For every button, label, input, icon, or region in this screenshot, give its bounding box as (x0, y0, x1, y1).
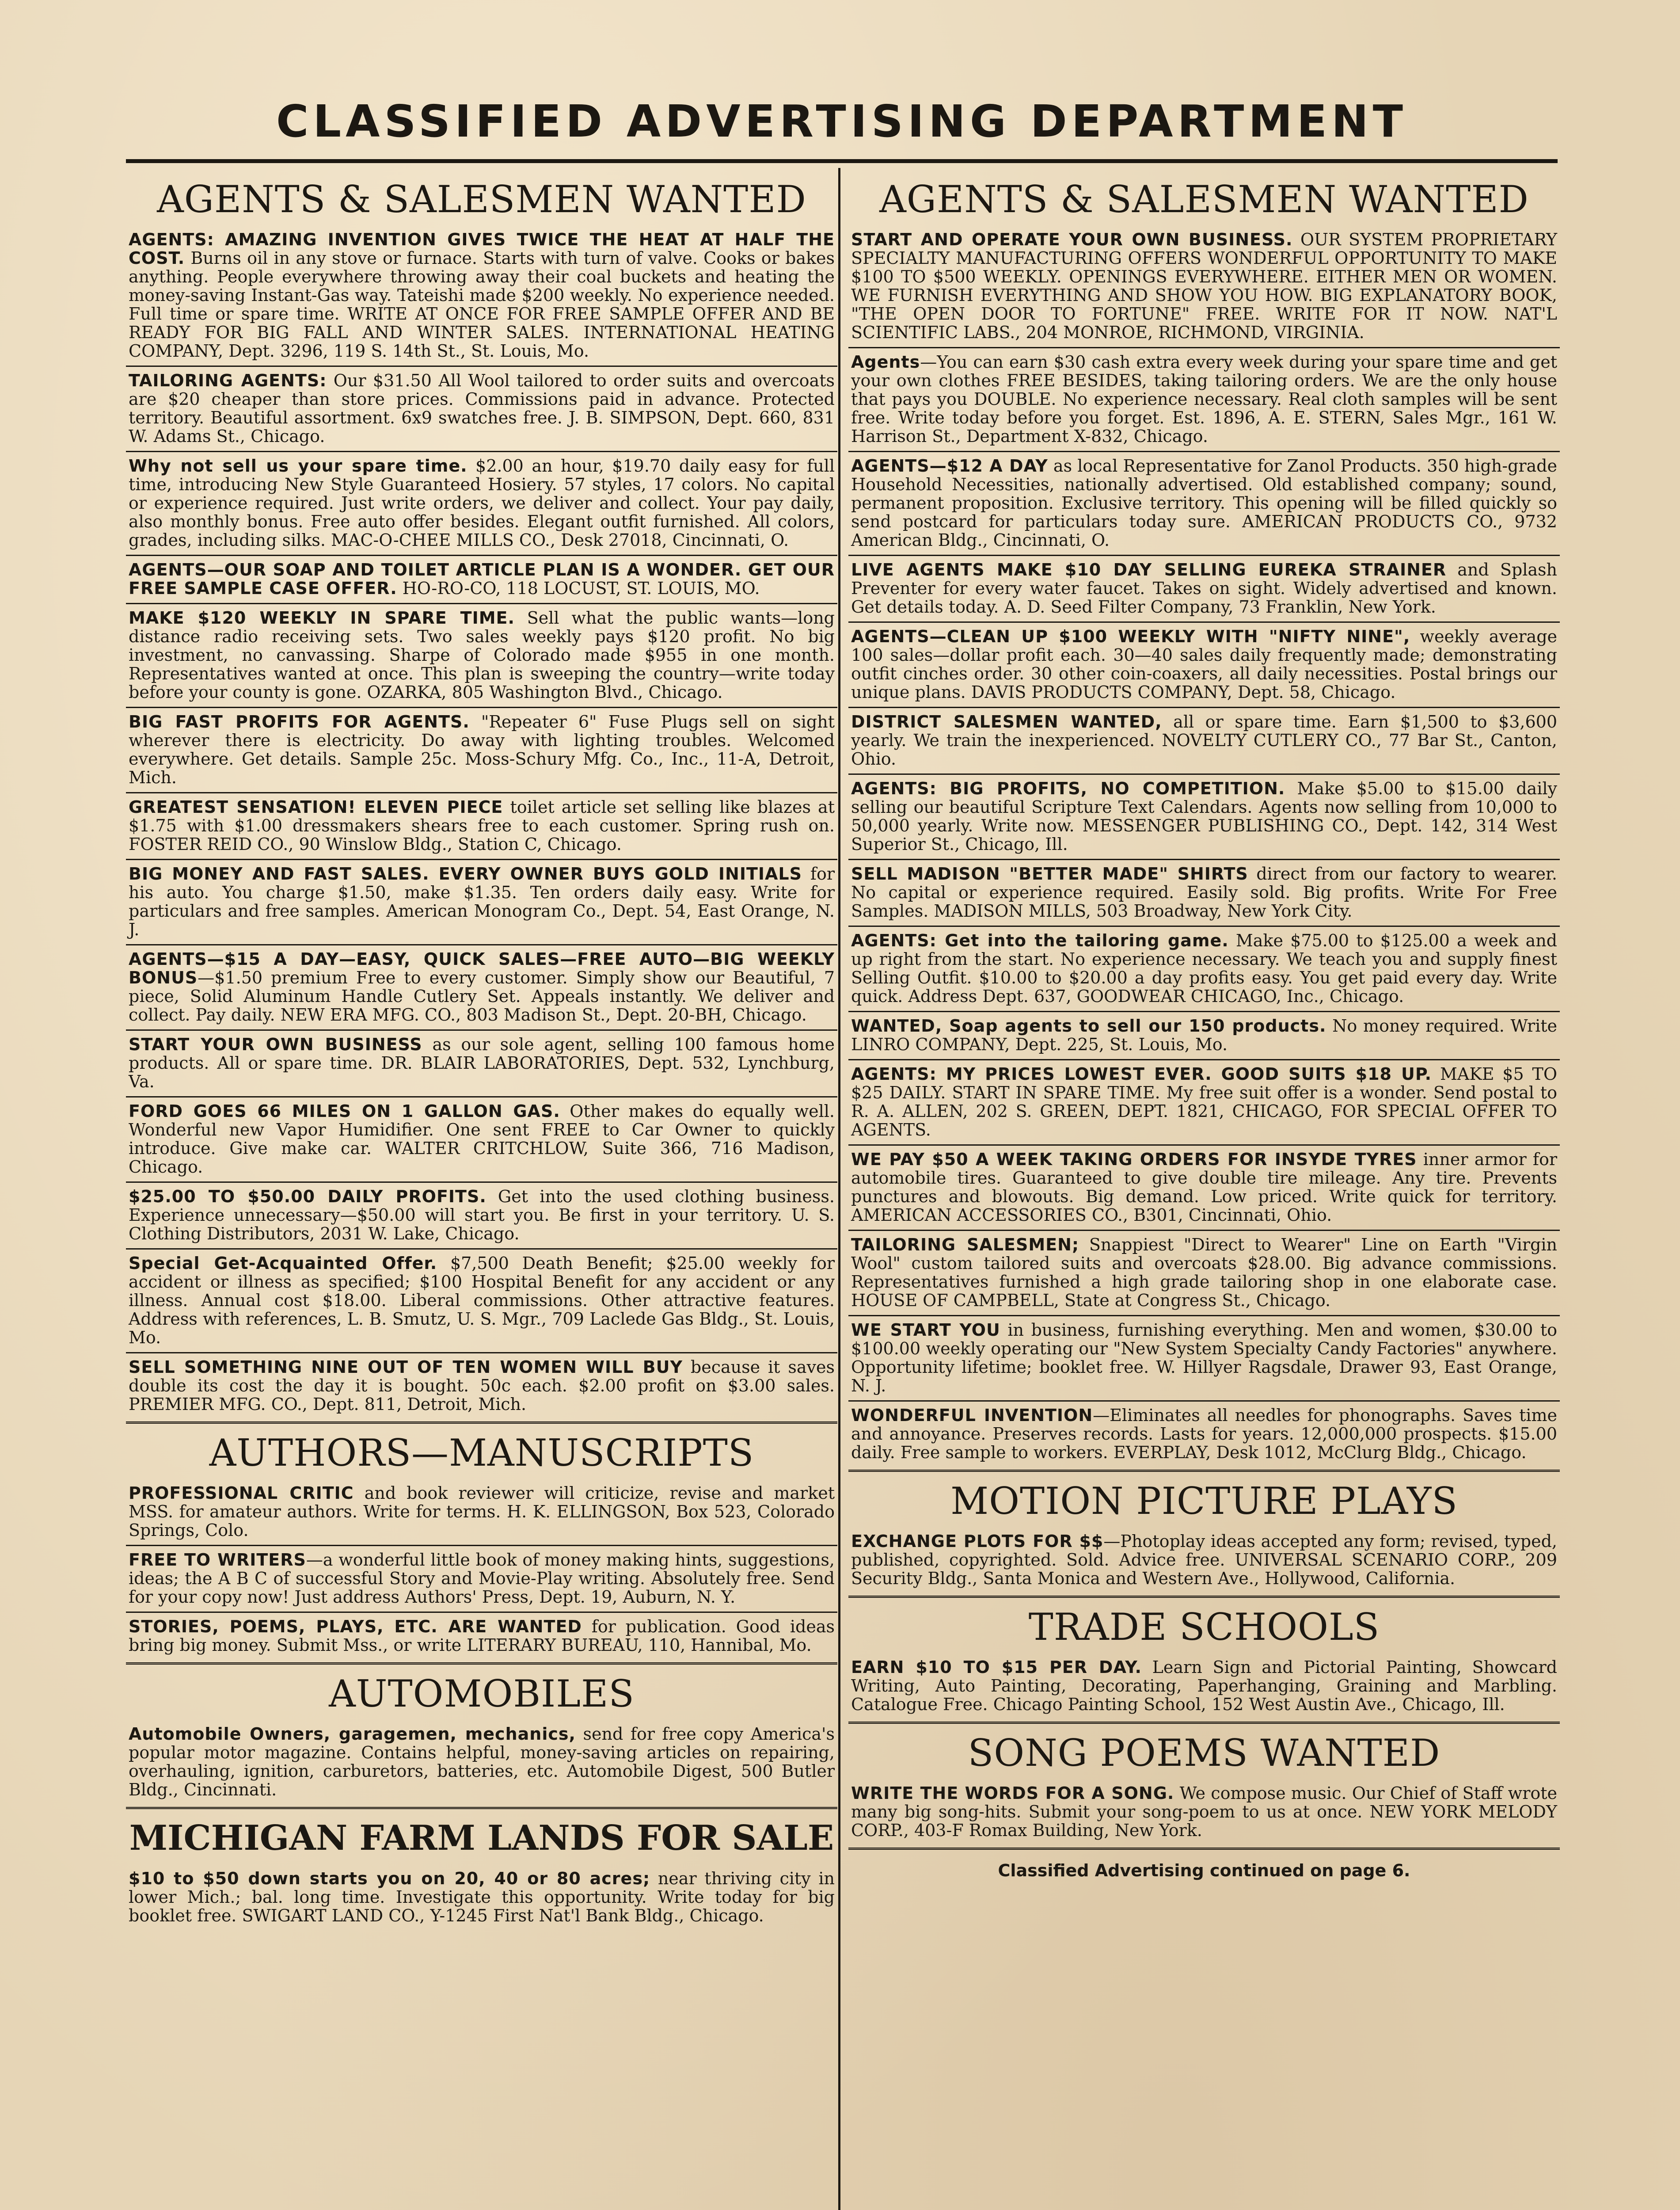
ad-lead: STORIES, POEMS, PLAYS, ETC. ARE WANTED (129, 1617, 582, 1636)
ad-lead: DISTRICT SALESMEN WANTED, (851, 712, 1162, 732)
classified-ad (848, 452, 1560, 556)
ad-lead: Why not sell us your spare time. (129, 456, 468, 476)
ad-lead: SELL MADISON "BETTER MADE" SHIRTS (851, 864, 1248, 884)
ad-body: toilet article set selling like blazes at $1.75 with $1.00 dressmakers shears free to each customer. Spring rush on. FOSTER REID CO., 90 Winslow Bldg., Station C, Chicago. (129, 797, 835, 854)
ad-lead: LIVE AGENTS MAKE $10 DAY SELLING EUREKA STRAINER (851, 560, 1447, 579)
ad-body: because it saves double its cost the day it is bought. 50c each. $2.00 profit on $3.00 sales. PREMIER MFG. CO., Dept. 811, Detroit, Mich. (129, 1357, 835, 1414)
section-heading-agents: AGENTS & SALESMEN WANTED (157, 178, 806, 221)
ad-body: direct from our factory to wearer. No capital or experience required. Easily sold. Big profits. Write For Free Samples. MADISON MILLS, 503 Broadway, New York City. (851, 864, 1558, 921)
ad-body: Make $5.00 to $15.00 daily selling our beautiful Scripture Text Calendars. Agents now selling from 10,000 to 50,000 yearly. Write now. MESSENGER PUBLISHING CO., Dept. 142, 314 West Superior St., Chicago, Ill. (851, 779, 1557, 854)
section-heading-agents: AGENTS & SALESMEN WANTED (879, 178, 1529, 221)
section-rule (126, 1421, 837, 1424)
ad-body: Get into the used clothing business. Experience unnecessary—$50.00 will start you. Be first in your territory. U. S. Clothing Distributors, 2031 W. Lake, Chicago. (129, 1187, 835, 1243)
ad-lead: WRITE THE WORDS FOR A SONG. (851, 1783, 1174, 1803)
classified-ad (848, 1779, 1560, 1845)
ad-body: weekly average 100 sales—dollar profit each. 30—40 sales daily frequently made; demonstrating outfit cinches order. 30 other coin-coaxers, all daily necessities. Postal brings our unique plans. DAVIS PRODUCTS COMPANY, Dept. 58, Chicago. (851, 627, 1558, 702)
ad-body: all or spare time. Earn $1,500 to $3,600 yearly. We train the inexperienced. NOVELTY CUTLERY CO., 77 Bar St., Canton, Ohio. (851, 712, 1558, 769)
classified-ad (126, 452, 837, 556)
ad-body: —Eliminates all needles for phonographs. Saves time and annoyance. Preserves records. Lasts for years. 12,000,000 prospects. $15.00 daily. Free sample to workers. EVERPLAY, Desk 1012, McClurg Bldg., Chicago. (851, 1406, 1557, 1462)
classified-ad (848, 708, 1560, 775)
ad-body: —a wonderful little book of money making hints, suggestions, ideas; the A B C of successful Story and Movie-Play writing. Absolutely free. Send for your copy now! Just address Authors' Press, Dept. 19, Auburn, N. Y. (129, 1550, 835, 1607)
classified-ad (848, 348, 1560, 452)
classified-ad (848, 556, 1560, 623)
section-heading-motion-picture: MOTION PICTURE PLAYS (950, 1479, 1458, 1523)
ad-body: Snappiest "Direct to Wearer" Line on Earth "Virgin Wool" custom tailored suits and overcoats $28.00. Big advance commissions. Representatives furnished a high grade tailoring shop in one elaborate case. HOUSE OF CAMPBELL, State at Congress St., Chicago. (851, 1235, 1557, 1310)
ad-lead: START YOUR OWN BUSINESS (129, 1035, 422, 1054)
ad-body: $7,500 Death Benefit; $25.00 weekly for accident or illness as specified; $100 Hospital Benefit for any accident or any illness. Annual cost $18.00. Liberal commissions. Other attractive features. Address with references, L. B. Smutz, U. S. Mgr., 709 Laclede Gas Bldg., St. Louis, Mo. (129, 1254, 835, 1347)
classified-ad (126, 1720, 837, 1804)
classified-ad (126, 1613, 837, 1660)
page-title: CLASSIFIED ADVERTISING DEPARTMENT (276, 95, 1408, 147)
classified-ad (848, 927, 1560, 1012)
ad-lead: Agents (851, 352, 920, 372)
section-heading-automobiles: AUTOMOBILES (329, 1672, 635, 1715)
classified-ad (848, 623, 1560, 708)
ad-lead: AGENTS: BIG PROFITS, NO COMPETITION. (851, 779, 1285, 798)
ad-lead: BIG FAST PROFITS FOR AGENTS. (129, 712, 470, 732)
ad-lead: START AND OPERATE YOUR OWN BUSINESS. (851, 230, 1293, 249)
ad-body: —You can earn $30 cash extra every week during your spare time and get your own clothes FREE BESIDES, taking tailoring orders. We are the only house that pays you DOUBLE. No experience necessary. Real cloth samples will be sent free. Write today before you forget. Est. 1896, A. E. STERN, Sales Mgr., 161 W. Harrison St., Department X-832, Chicago. (851, 352, 1557, 446)
classified-ad (126, 1097, 837, 1183)
ad-body: Our $31.50 All Wool tailored to order suits and overcoats are $20 cheaper than store prices. Commissions paid in advance. Protected territory. Beautiful assortment. 6x9 swatches free. J. B. SIMPSON, Dept. 660, 831 W. Adams St., Chicago. (129, 371, 835, 446)
classified-ad (126, 708, 837, 793)
ad-lead: BIG MONEY AND FAST SALES. EVERY OWNER BUYS GOLD INITIALS (129, 864, 802, 884)
ad-lead: SELL SOMETHING NINE OUT OF TEN WOMEN WILL BUY (129, 1357, 683, 1377)
ad-lead: AGENTS: MY PRICES LOWEST EVER. GOOD SUITS $18 UP. (851, 1064, 1432, 1084)
classified-ad (126, 1865, 837, 1930)
section-heading-michigan: MICHIGAN FARM LANDS FOR SALE (129, 1818, 834, 1858)
ad-body: and Splash Preventer for every water faucet. Takes on sight. Widely advertised and known. Get details today. A. D. Seed Filter Company, 73 Franklin, New York. (851, 560, 1557, 617)
classified-ad (126, 226, 837, 367)
section-rule (848, 1722, 1560, 1724)
ad-lead: $25.00 TO $50.00 DAILY PROFITS. (129, 1187, 487, 1206)
right-column (848, 175, 1560, 2210)
classified-ad (848, 1146, 1560, 1231)
section-heading-trade-schools: TRADE SCHOOLS (1028, 1605, 1380, 1649)
ad-lead: AGENTS—$12 A DAY (851, 456, 1048, 476)
ad-body: OUR SYSTEM PROPRIETARY SPECIALTY MANUFACTURING OFFERS WONDERFUL OPPORTUNITY TO MAKE $100 TO $500 WEEKLY. OPENINGS EVERYWHERE. EITHER MEN OR WOMEN. WE FURNISH EVERYTHING AND SHOW YOU HOW. BIG EXPLANATORY BOOK, "THE OPEN DOOR TO FORTUNE" FREE. WRITE FOR IT NOW. NAT'L SCIENTIFIC LABS., 204 MONROE, RICHMOND, VIRGINIA. (851, 230, 1557, 342)
ad-body: Sell what the public wants—long distance radio receiving sets. Two sales weekly pays $120 profit. No big investment, no canvassing. Sharpe of Colorado made $955 in one month. Representatives wanted at once. This plan is sweeping the country—write today before your county is gone. OZARKA, 805 Washington Blvd., Chicago. (129, 608, 835, 702)
ad-body: HO-RO-CO, 118 LOCUST, ST. LOUIS, MO. (397, 579, 760, 598)
ad-body: near thriving city in lower Mich.; bal. long time. Investigate this opportunity. Write today for big booklet free. SWIGART LAND CO., Y-1245 First Nat'l Bank Bldg., Chicago. (129, 1869, 835, 1925)
classified-ad (848, 1316, 1560, 1402)
classified-ad (848, 860, 1560, 927)
ad-lead: FORD GOES 66 MILES ON 1 GALLON GAS. (129, 1101, 560, 1121)
classified-ad (126, 1353, 837, 1419)
top-rule (126, 159, 1558, 163)
classified-ad (126, 1183, 837, 1250)
ad-lead: AGENTS—OUR SOAP AND TOILET ARTICLE PLAN IS A WONDER. GET OUR FREE SAMPLE CASE OFFER. (129, 560, 835, 598)
section-rule (848, 1470, 1560, 1472)
classified-ad (848, 1012, 1560, 1060)
ad-lead: WE PAY $50 A WEEK TAKING ORDERS FOR INSYDE TYRES (851, 1150, 1417, 1169)
ad-body: inner armor for automobile tires. Guaranteed to give double tire mileage. Any tire. Prevents punctures and blowouts. Big demand. Low priced. Write quick for territory. AMERICAN ACCESSORIES CO., B301, Cincinnati, Ohio. (851, 1150, 1557, 1225)
ad-body: as our sole agent, selling 100 famous home products. All or spare time. DR. BLAIR LABORATORIES, Dept. 532, Lynchburg, Va. (129, 1035, 835, 1091)
ad-lead: TAILORING AGENTS: (129, 371, 327, 390)
classified-ad (126, 367, 837, 452)
ad-body: send for free copy America's popular motor magazine. Contains helpful, money-saving articles on repairing, overhauling, ignition, carburetors, batteries, etc. Automobile Digest, 500 Butler Bldg., Cincinnati. (129, 1724, 835, 1799)
ad-lead: AGENTS: Get into the tailoring game. (851, 931, 1229, 950)
column-divider (838, 168, 840, 2210)
ad-body: —$1.50 premium Free to every customer. Simply show our Beautiful, 7 piece, Solid Aluminum Handle Cutlery Set. Appeals instantly. We deliver and collect. Pay daily. NEW ERA MFG. CO., 803 Madison St., Dept. 20-BH, Chicago. (129, 968, 835, 1025)
ad-body: No money required. Write LINRO COMPANY, Dept. 225, St. Louis, Mo. (851, 1016, 1557, 1054)
ad-lead: FREE TO WRITERS (129, 1550, 306, 1570)
ad-body: "Repeater 6" Fuse Plugs sell on sight wherever there is electricity. Do away with lighting troubles. Welcomed everywhere. Get details. Sample 25c. Moss-Schury Mfg. Co., Inc., 11-A, Detroit, Mich. (129, 712, 835, 787)
ad-body: Learn Sign and Pictorial Painting, Showcard Writing, Auto Painting, Decorating, Paperhanging, Graining and Marbling. Catalogue Free. Chicago Painting School, 152 West Austin Ave., Chicago, Ill. (851, 1658, 1557, 1714)
classified-ad (126, 945, 837, 1031)
ad-lead: Special Get-Acquainted Offer. (129, 1254, 437, 1273)
ad-lead: Automobile Owners, garagemen, mechanics, (129, 1724, 576, 1744)
ad-body: as local Representative for Zanol Products. 350 high-grade Household Necessities, nationally advertised. Old established company; sound, permanent proposition. Exclusive territory. This opening will be filled quickly so send postcard for particulars today sure. AMERICAN PRODUCTS CO., 9732 American Bldg., Cincinnati, O. (851, 456, 1557, 550)
classified-ad (126, 1479, 837, 1546)
left-column (126, 175, 837, 2210)
classified-ad (126, 793, 837, 860)
ad-lead: EARN $10 TO $15 PER DAY. (851, 1658, 1142, 1677)
classified-ad (848, 1654, 1560, 1719)
ad-body: in business, furnishing everything. Men and women, $30.00 to $100.00 weekly operating our "New System Specialty Candy Factories" anywhere. Opportunity lifetime; booklet free. W. Hillyer Ragsdale, Drawer 93, East Orange, N. J. (851, 1320, 1557, 1395)
ad-body: Other makes do equally well. Wonderful new Vapor Humidifier. One sent FREE to Car Owner to quickly introduce. Give make car. WALTER CRITCHLOW, Suite 366, 716 Madison, Chicago. (129, 1101, 835, 1177)
ad-lead: TAILORING SALESMEN; (851, 1235, 1079, 1254)
ad-body: Make $75.00 to $125.00 a week and up right from the start. No experience necessary. We teach you and supply finest Selling Outfit. $10.00 to $20.00 a day profits easy. You get paid every day. Write quick. Address Dept. 637, GOODWEAR CHICAGO, Inc., Chicago. (851, 931, 1557, 1006)
ad-body: Burns oil in any stove or furnace. Starts with turn of valve. Cooks or bakes anything. People everywhere throwing away their coal buckets and heating the money-saving Instant-Gas way. Tateishi made $200 weekly. No experience needed. Full time or spare time. WRITE AT ONCE FOR FREE SAMPLE OFFER AND BE READY FOR BIG FALL AND WINTER SALES. INTERNATIONAL HEATING COMPANY, Dept. 3296, 119 S. 14th St., St. Louis, Mo. (129, 248, 835, 361)
ad-lead: WE START YOU (851, 1320, 1000, 1340)
ad-lead: EXCHANGE PLOTS FOR $$ (851, 1532, 1104, 1551)
ad-lead: GREATEST SENSATION! ELEVEN PIECE (129, 797, 503, 817)
ad-body: for publication. Good ideas bring big money. Submit Mss., or write LITERARY BUREAU, 110, Hannibal, Mo. (129, 1617, 835, 1655)
classified-ad (848, 226, 1560, 348)
ad-body: $2.00 an hour, $19.70 daily easy for full time, introducing New Style Guaranteed Hosiery. 57 styles, 17 colors. No capital or experience required. Just write orders, we deliver and collect. Your pay daily, also monthly bonus. Free auto offer besides. Elegant outfit furnished. All colors, grades, including silks. MAC-O-CHEE MILLS CO., Desk 27018, Cincinnati, O. (129, 456, 835, 550)
ad-lead: AGENTS—$15 A DAY—EASY, QUICK SALES—FREE AUTO—BIG WEEKLY BONUS (129, 949, 835, 987)
section-rule (126, 1662, 837, 1665)
classified-ad (848, 1402, 1560, 1467)
ad-body: for his auto. You charge $1.50, make $1.35. Ten orders daily easy. Write for particulars and free samples. American Monogram Co., Dept. 54, East Orange, N. J. (129, 864, 835, 939)
classified-ad (848, 1528, 1560, 1593)
classified-ad (848, 775, 1560, 860)
classified-ad (126, 1250, 837, 1353)
classified-ad (848, 1231, 1560, 1316)
ad-lead: MAKE $120 WEEKLY IN SPARE TIME. (129, 608, 515, 628)
section-heading-authors: AUTHORS—MANUSCRIPTS (209, 1431, 754, 1475)
ad-body: and book reviewer will criticize, revise and market MSS. for amateur authors. Write for terms. H. K. ELLINGSON, Box 523, Colorado Springs, Colo. (129, 1483, 835, 1540)
ad-lead: WANTED, Soap agents to sell our 150 products. (851, 1016, 1327, 1036)
section-rule (848, 1848, 1560, 1850)
ad-lead: $10 to $50 down starts you on 20, 40 or 80 acres; (129, 1869, 650, 1888)
ad-body: —Photoplay ideas accepted any form; revised, typed, published, copyrighted. Sold. Advice free. UNIVERSAL SCENARIO CORP., 209 Security Bldg., Santa Monica and Western Ave., Hollywood, California. (851, 1532, 1557, 1588)
classified-ad (126, 604, 837, 708)
section-rule (126, 1807, 837, 1809)
classified-ad (126, 860, 837, 945)
section-rule (848, 1596, 1560, 1598)
classified-ad (848, 1060, 1560, 1146)
section-heading-song-poems: SONG POEMS WANTED (968, 1731, 1441, 1775)
continued-note: Classified Advertising continued on page 6. (998, 1861, 1410, 1880)
ad-lead: AGENTS: AMAZING INVENTION GIVES TWICE THE HEAT AT HALF THE COST. (129, 230, 835, 268)
ad-body: MAKE $5 TO $25 DAILY. START IN SPARE TIME. My free suit offer is a wonder. Send postal to R. A. ALLEN, 202 S. GREEN, DEPT. 1821, CHICAGO, FOR SPECIAL OFFER TO AGENTS. (851, 1064, 1557, 1139)
classified-ad (126, 1546, 837, 1613)
ad-body: We compose music. Our Chief of Staff wrote many big song-hits. Submit your song-poem to us at once. NEW YORK MELODY CORP., 403-F Romax Building, New York. (851, 1783, 1557, 1840)
classified-ad (126, 556, 837, 604)
ad-lead: PROFESSIONAL CRITIC (129, 1483, 354, 1503)
ad-lead: AGENTS—CLEAN UP $100 WEEKLY WITH "NIFTY NINE", (851, 627, 1410, 646)
ad-lead: WONDERFUL INVENTION (851, 1406, 1093, 1425)
classified-ad (126, 1031, 837, 1097)
